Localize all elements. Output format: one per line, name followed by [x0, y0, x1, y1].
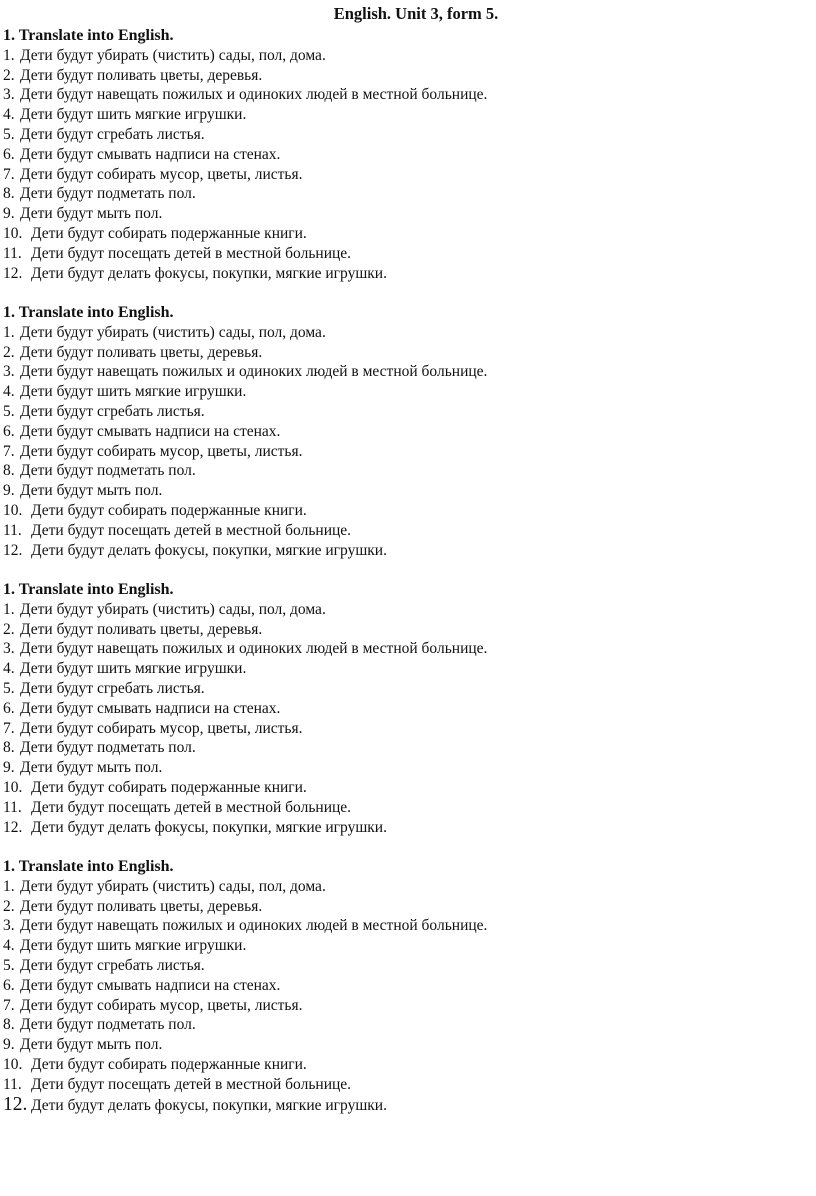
- item-number: 7.: [3, 165, 15, 183]
- exercise-block: [3, 303, 803, 560]
- item-number: 1.: [3, 600, 15, 618]
- exercise-block: [3, 857, 803, 1114]
- list-item: [3, 541, 803, 561]
- list-item: [3, 382, 803, 402]
- list-item: [3, 204, 803, 224]
- list-item: [3, 1075, 803, 1095]
- item-number: 1.: [3, 323, 15, 341]
- item-text: Дети будут подметать пол.: [20, 185, 196, 203]
- item-number: 2.: [3, 620, 15, 638]
- item-text: Дети будут смывать надписи на стенах.: [20, 422, 281, 440]
- item-number: 6.: [3, 976, 15, 994]
- item-number: 9.: [3, 482, 15, 500]
- item-text: Дети будут шить мягкие игрушки.: [20, 660, 247, 678]
- item-text: Дети будут подметать пол.: [20, 1016, 196, 1034]
- list-item: [3, 798, 803, 818]
- item-number: 6.: [3, 145, 15, 163]
- item-number: 5.: [3, 956, 15, 974]
- list-item: [3, 897, 803, 917]
- item-text: Дети будут посещать детей в местной больнице.: [31, 1075, 352, 1093]
- list-item: [3, 521, 803, 541]
- list-item: [3, 778, 803, 798]
- item-number: 5.: [3, 402, 15, 420]
- list-item: [3, 956, 803, 976]
- item-number: 2.: [3, 897, 15, 915]
- list-item: [3, 145, 803, 165]
- item-text: Дети будут поливать цветы, деревья.: [20, 343, 263, 361]
- list-item: [3, 422, 803, 442]
- item-text: Дети будут собирать подержанные книги.: [31, 778, 307, 796]
- item-number: 7.: [3, 442, 15, 460]
- item-number: 1.: [3, 877, 15, 895]
- list-item: [3, 818, 803, 838]
- list-item: [3, 738, 803, 758]
- item-text: Дети будут собирать подержанные книги.: [31, 501, 307, 519]
- list-item: [3, 461, 803, 481]
- item-text: Дети будут собирать подержанные книги.: [31, 1055, 307, 1073]
- item-text: Дети будут мыть пол.: [20, 1036, 163, 1054]
- item-number: 9.: [3, 1036, 15, 1054]
- item-text: Дети будут навещать пожилых и одиноких людей в местной больнице.: [20, 86, 488, 104]
- item-text: Дети будут мыть пол.: [20, 759, 163, 777]
- item-text: Дети будут посещать детей в местной больнице.: [31, 798, 352, 816]
- list-item: [3, 184, 803, 204]
- list-item: [3, 105, 803, 125]
- item-number: 11.: [3, 521, 22, 539]
- item-text: Дети будут собирать мусор, цветы, листья.: [20, 719, 303, 737]
- item-text: Дети будут сгребать листья.: [20, 679, 205, 697]
- item-number: 3.: [3, 363, 15, 381]
- item-text: Дети будут делать фокусы, покупки, мягкие игрушки.: [31, 1096, 387, 1114]
- item-text: Дети будут собирать мусор, цветы, листья.: [20, 996, 303, 1014]
- item-number: 11.: [3, 798, 22, 816]
- list-item: [3, 1035, 803, 1055]
- list-item: [3, 66, 803, 86]
- item-number: 6.: [3, 422, 15, 440]
- item-text: Дети будут мыть пол.: [20, 482, 163, 500]
- list-item: [3, 1055, 803, 1075]
- list-item: [3, 679, 803, 699]
- list-item: [3, 323, 803, 343]
- list-item: [3, 402, 803, 422]
- item-text: Дети будут поливать цветы, деревья.: [20, 66, 263, 84]
- item-text: Дети будут шить мягкие игрушки.: [20, 383, 247, 401]
- list-item: [3, 719, 803, 739]
- list-item: [3, 699, 803, 719]
- list-item: [3, 639, 803, 659]
- item-number: 12.: [3, 818, 23, 836]
- item-text: Дети будут делать фокусы, покупки, мягкие игрушки.: [31, 541, 387, 559]
- exercise-block: [3, 580, 803, 837]
- item-text: Дети будут мыть пол.: [20, 205, 163, 223]
- item-text: Дети будут посещать детей в местной больнице.: [31, 244, 352, 262]
- item-number: 4.: [3, 383, 15, 401]
- item-text: Дети будут сгребать листья.: [20, 956, 205, 974]
- item-number: 10.: [3, 501, 23, 519]
- item-number: 4.: [3, 937, 15, 955]
- item-number: 7.: [3, 996, 15, 1014]
- item-number: 3.: [3, 640, 15, 658]
- item-text: Дети будут делать фокусы, покупки, мягкие игрушки.: [31, 818, 387, 836]
- list-item: [3, 501, 803, 521]
- item-text: Дети будут поливать цветы, деревья.: [20, 897, 263, 915]
- item-text: Дети будут смывать надписи на стенах.: [20, 699, 281, 717]
- list-item: [3, 46, 803, 66]
- item-number: 3.: [3, 917, 15, 935]
- item-text: Дети будут делать фокусы, покупки, мягкие игрушки.: [31, 264, 387, 282]
- exercise-heading: 1. Translate into English.: [3, 581, 174, 598]
- item-number: 2.: [3, 343, 15, 361]
- list-item: [3, 481, 803, 501]
- list-item: [3, 996, 803, 1016]
- item-number: 8.: [3, 185, 15, 203]
- list-item: [3, 442, 803, 462]
- item-number: 5.: [3, 125, 15, 143]
- item-text: Дети будут навещать пожилых и одиноких людей в местной больнице.: [20, 640, 488, 658]
- item-number: 9.: [3, 759, 15, 777]
- list-item: [3, 362, 803, 382]
- list-item: [3, 620, 803, 640]
- item-text: Дети будут собирать мусор, цветы, листья.: [20, 442, 303, 460]
- item-number: 6.: [3, 699, 15, 717]
- list-item: [3, 916, 803, 936]
- list-item: [3, 343, 803, 363]
- item-number: 3.: [3, 86, 15, 104]
- item-number: 10.: [3, 224, 23, 242]
- item-text: Дети будут собирать мусор, цветы, листья.: [20, 165, 303, 183]
- item-number: 8.: [3, 462, 15, 480]
- item-text: Дети будут убирать (чистить) сады, пол, дома.: [20, 323, 326, 341]
- list-item: [3, 877, 803, 897]
- exercise-block: [3, 26, 803, 283]
- item-text: Дети будут подметать пол.: [20, 739, 196, 757]
- exercise-heading: 1. Translate into English.: [3, 27, 174, 44]
- item-number: 10.: [3, 1055, 23, 1073]
- list-item: [3, 1015, 803, 1035]
- list-item: [3, 165, 803, 185]
- item-text: Дети будут смывать надписи на стенах.: [20, 145, 281, 163]
- list-item: [3, 976, 803, 996]
- item-text: Дети будут поливать цветы, деревья.: [20, 620, 263, 638]
- list-item: [3, 125, 803, 145]
- list-item: [3, 224, 803, 244]
- item-text: Дети будут шить мягкие игрушки.: [20, 106, 247, 124]
- list-item: [3, 659, 803, 679]
- list-item: [3, 85, 803, 105]
- item-text: Дети будут навещать пожилых и одиноких людей в местной больнице.: [20, 363, 488, 381]
- item-text: Дети будут сгребать листья.: [20, 402, 205, 420]
- item-number: 7.: [3, 719, 15, 737]
- item-number: 1.: [3, 46, 15, 64]
- item-text: Дети будут убирать (чистить) сады, пол, дома.: [20, 877, 326, 895]
- item-number: 11.: [3, 244, 22, 262]
- exercise-heading: 1. Translate into English.: [3, 304, 174, 321]
- item-text: Дети будут шить мягкие игрушки.: [20, 937, 247, 955]
- item-number: 9.: [3, 205, 15, 223]
- list-item: [3, 600, 803, 620]
- item-number: 4.: [3, 660, 15, 678]
- list-item: [3, 1095, 803, 1115]
- item-number: 10.: [3, 778, 23, 796]
- item-text: Дети будут подметать пол.: [20, 462, 196, 480]
- item-number: 2.: [3, 66, 15, 84]
- item-text: Дети будут убирать (чистить) сады, пол, дома.: [20, 46, 326, 64]
- item-text: Дети будут навещать пожилых и одиноких людей в местной больнице.: [20, 917, 488, 935]
- item-text: Дети будут убирать (чистить) сады, пол, дома.: [20, 600, 326, 618]
- item-text: Дети будут собирать подержанные книги.: [31, 224, 307, 242]
- item-number: 8.: [3, 1016, 15, 1034]
- item-text: Дети будут сгребать листья.: [20, 125, 205, 143]
- list-item: [3, 758, 803, 778]
- exercise-heading: 1. Translate into English.: [3, 858, 174, 875]
- item-number: 12.: [3, 1093, 28, 1115]
- item-text: Дети будут смывать надписи на стенах.: [20, 976, 281, 994]
- item-number: 4.: [3, 106, 15, 124]
- item-number: 5.: [3, 679, 15, 697]
- list-item: [3, 936, 803, 956]
- document-title: English. Unit 3, form 5.: [333, 4, 499, 23]
- item-number: 12.: [3, 541, 23, 559]
- list-item: [3, 264, 803, 284]
- item-number: 12.: [3, 264, 23, 282]
- item-number: 11.: [3, 1075, 22, 1093]
- list-item: [3, 244, 803, 264]
- item-number: 8.: [3, 739, 15, 757]
- item-text: Дети будут посещать детей в местной больнице.: [31, 521, 352, 539]
